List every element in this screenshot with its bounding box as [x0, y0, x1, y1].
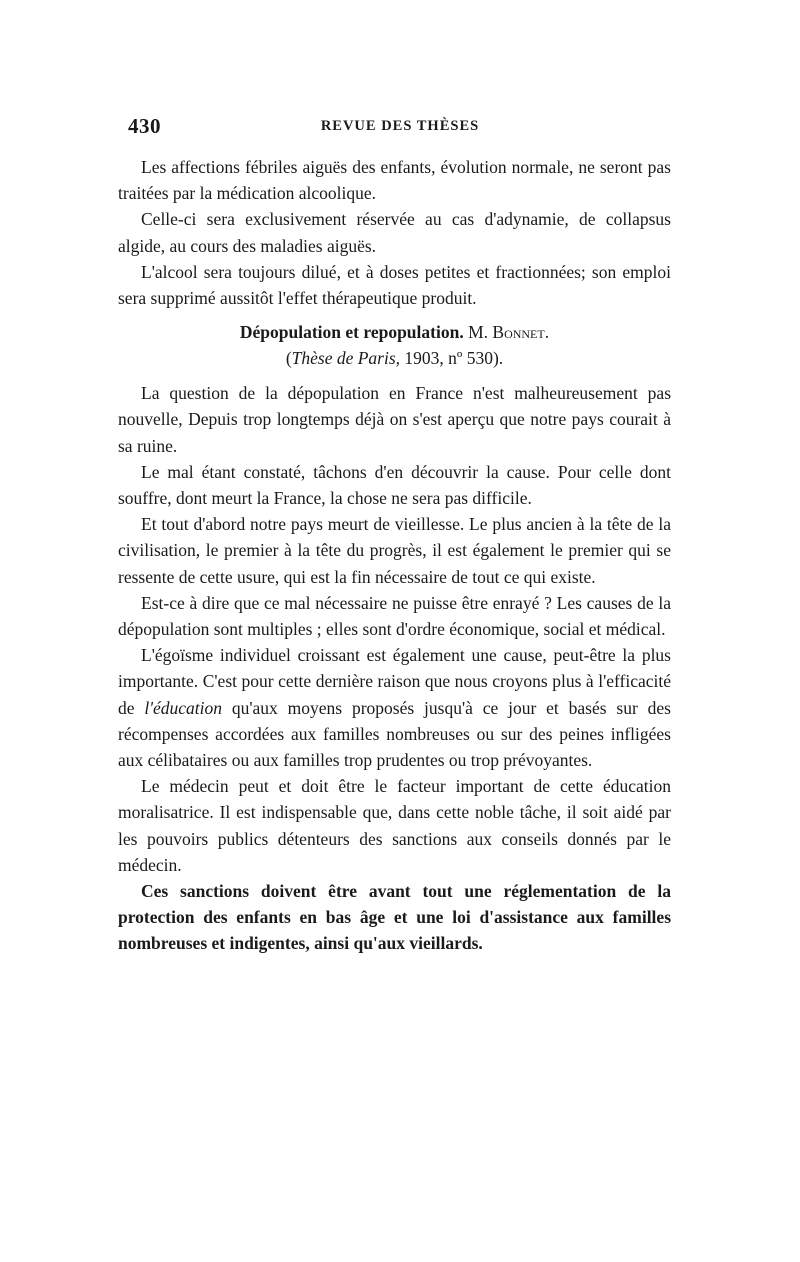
- author-prefix: M.: [468, 322, 489, 343]
- paragraph: Celle-ci sera exclusivement réservée au cas d'adynamie, de collapsus algide, au cours des maladies aiguës.: [118, 209, 671, 256]
- section-citation: [118, 345, 671, 371]
- paragraph: L'alcool sera toujours dilué, et à doses petites et fractionnées; son emploi sera supprimé aussitôt l'effet thérapeutique produit.: [118, 261, 671, 309]
- running-head: REVUE DES THÈSES: [320, 118, 480, 134]
- paragraph: Le médecin peut et doit être le facteur important de cette éducation moralisatrice. Il est indispensable que, dans cette noble tâche, il soit aidé par les pouvoirs publics détenteurs des sanctions aux conseils donnés par le médecin.: [118, 776, 671, 875]
- page-body: [118, 154, 671, 957]
- paragraph: La question de la dépopulation en France n'est malheureusement pas nouvelle, Depuis trop longtemps déjà on s'est aperçu que notre pays courait à sa ruine.: [118, 383, 671, 456]
- italic-term: l'éducation: [144, 697, 223, 718]
- paragraph: Le mal étant constaté, tâchons d'en découvrir la cause. Pour celle dont souffre, dont meurt la France, la chose ne sera pas difficile.: [118, 461, 671, 509]
- paragraph-text: qu'aux moyens proposés jusqu'à ce jour et basés sur des récompenses accordées aux familles nombreuses ou sur des peines infligées aux célibataires ou aux familles trop prudentes ou trop prévoyantes.: [118, 697, 671, 771]
- paragraph: [118, 642, 671, 773]
- section-title: [118, 320, 671, 345]
- paragraph-text: L'égoïsme individuel croissant est également une cause, peut-être la plus importante. C'est pour cette dernière raison que nous croyons plus à l'efficacité de: [118, 645, 671, 718]
- section-title-text: Dépopulation et repopulation.: [239, 322, 464, 343]
- citation-rest: 1903, nº 530).: [400, 348, 504, 369]
- paragraph: Et tout d'abord notre pays meurt de vieillesse. Le plus ancien à la tête de la civilisation, le premier à la tête du progrès, il est également le premier qui se ressente de cette usure, qui est la fin nécessaire de tout ce qui existe.: [118, 514, 671, 587]
- paragraph: Les affections fébriles aiguës des enfants, évolution normale, ne seront pas traitées par la médication alcoolique.: [118, 157, 671, 204]
- citation-open: (: [285, 348, 292, 369]
- page-header: [128, 114, 672, 144]
- author-name: Bonnet.: [492, 322, 550, 343]
- paragraph: Ces sanctions doivent être avant tout une réglementation de la protection des enfants en bas âge et une loi d'assistance aux familles nombreuses et indigentes, ainsi qu'aux vieillards.: [118, 881, 671, 954]
- paragraph: Est-ce à dire que ce mal nécessaire ne puisse être enrayé ? Les causes de la dépopulation sont multiples ; elles sont d'ordre économique, social et médical.: [118, 592, 671, 640]
- page-number: 430: [128, 114, 161, 138]
- citation-italic: Thèse de Paris,: [291, 348, 401, 369]
